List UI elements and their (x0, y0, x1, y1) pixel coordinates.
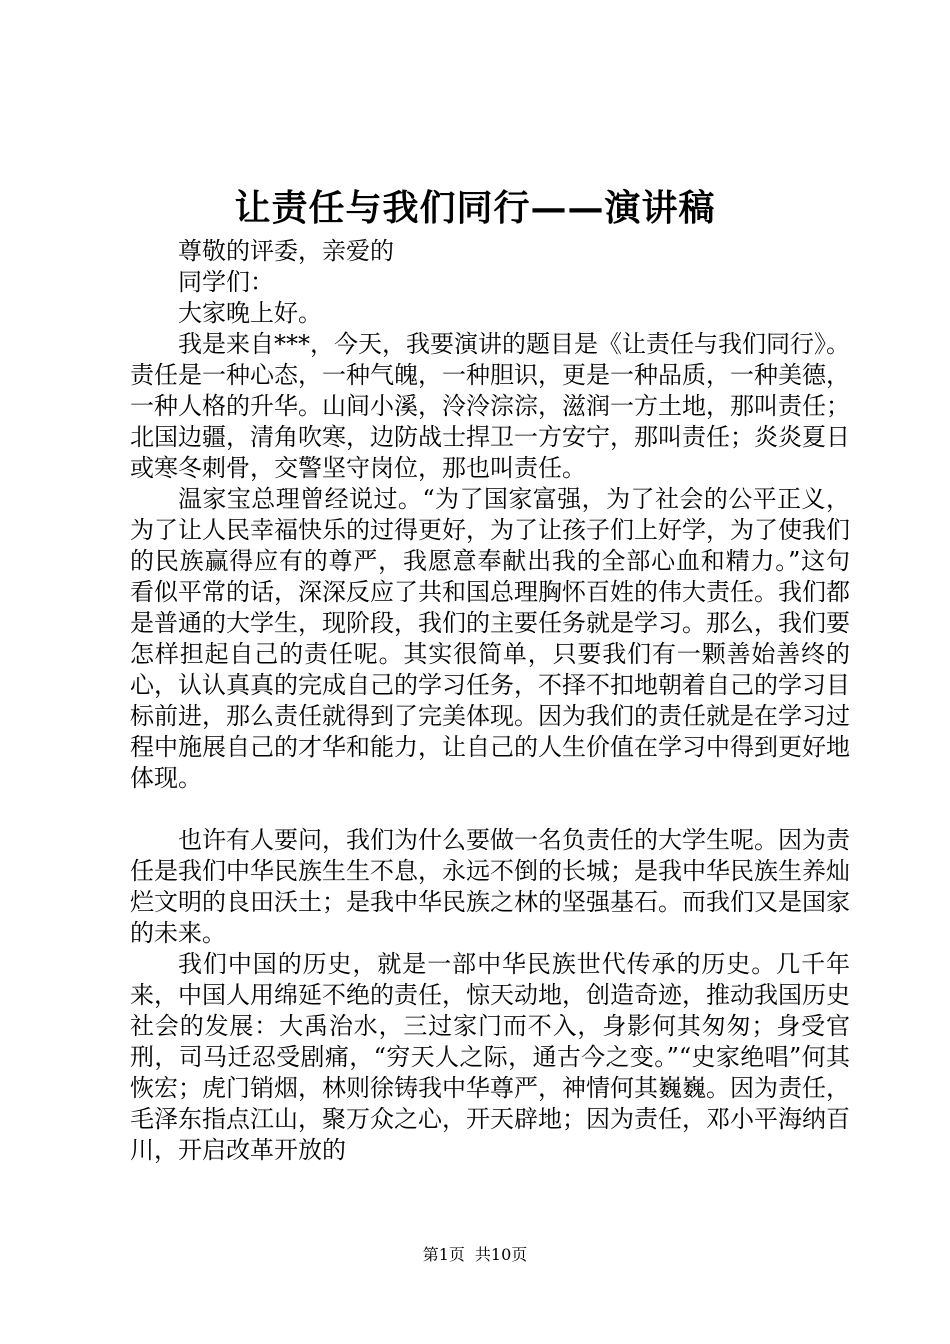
paragraph-spacer (130, 794, 850, 825)
paragraph-history: 我们中国的历史，就是一部中华民族世代传承的历史。几千年来，中国人用绵延不绝的责任，惊天动地，创造奇迹，推动我国历史社会的发展：大禹治水，三过家门而不入，身影何其匆匆；身受官刑，司马迁忍受剧痛，“穷天人之际，通古今之变。”“史家绝唱”何其恢宏；虎门销烟，林则徐铸我中华尊严，神情何其巍巍。因为责任，毛泽东指点江山，聚万众之心，开天辟地；因为责任，邓小平海纳百川，开启改革开放的 (130, 950, 850, 1164)
paragraph-salutation-1: 尊敬的评委，亲爱的 (178, 237, 394, 265)
page-number: 第1页 (422, 1245, 465, 1264)
page-total: 共10页 (474, 1245, 528, 1264)
paragraph-question: 也许有人要问，我们为什么要做一名负责任的大学生呢。因为责任是我们中华民族生生不息，永远不倒的长城；是我中华民族生养灿烂文明的良田沃土；是我中华民族之林的坚强基石。而我们又是国家的未来。 (130, 826, 850, 947)
paragraph-intro: 我是来自***，今天，我要演讲的题目是《让责任与我们同行》。责任是一种心态，一种气魄，一种胆识，更是一种品质，一种美德，一种人格的升华。山间小溪，泠泠淙淙，滋润一方土地，那叫责任；北国边疆，清角吹寒，边防战士捍卫一方安宁，那叫责任；炎炎夏日或寒冬刺骨，交警坚守岗位，那也叫责任。 (130, 330, 850, 482)
document-title: 让责任与我们同行——演讲稿 (234, 187, 716, 229)
paragraph-quote: 温家宝总理曾经说过。“为了国家富强，为了社会的公平正义，为了让人民幸福快乐的过得更好，为了让孩子们上好学，为了使我们的民族赢得应有的尊严，我愿意奉献出我的全部心血和精力。”这句看似平常的话，深深反应了共和国总理胸怀百姓的伟大责任。我们都是普通的大学生，现阶段，我们的主要任务就是学习。那么，我们要怎样担起自己的责任呢。其实很简单，只要我们有一颗善始善终的心，认认真真的完成自己的学习任务，不择不扣地朝着自己的学习目标前进，那么责任就得到了完美体现。因为我们的责任就是在学习过程中施展自己的才华和能力，让自己的人生价值在学习中得到更好地体现。 (130, 485, 850, 792)
page-footer (0, 1243, 950, 1267)
paragraph-greeting: 大家晚上好。 (178, 299, 322, 327)
document-body (130, 236, 850, 1166)
paragraph-salutation-2: 同学们： (178, 268, 274, 296)
